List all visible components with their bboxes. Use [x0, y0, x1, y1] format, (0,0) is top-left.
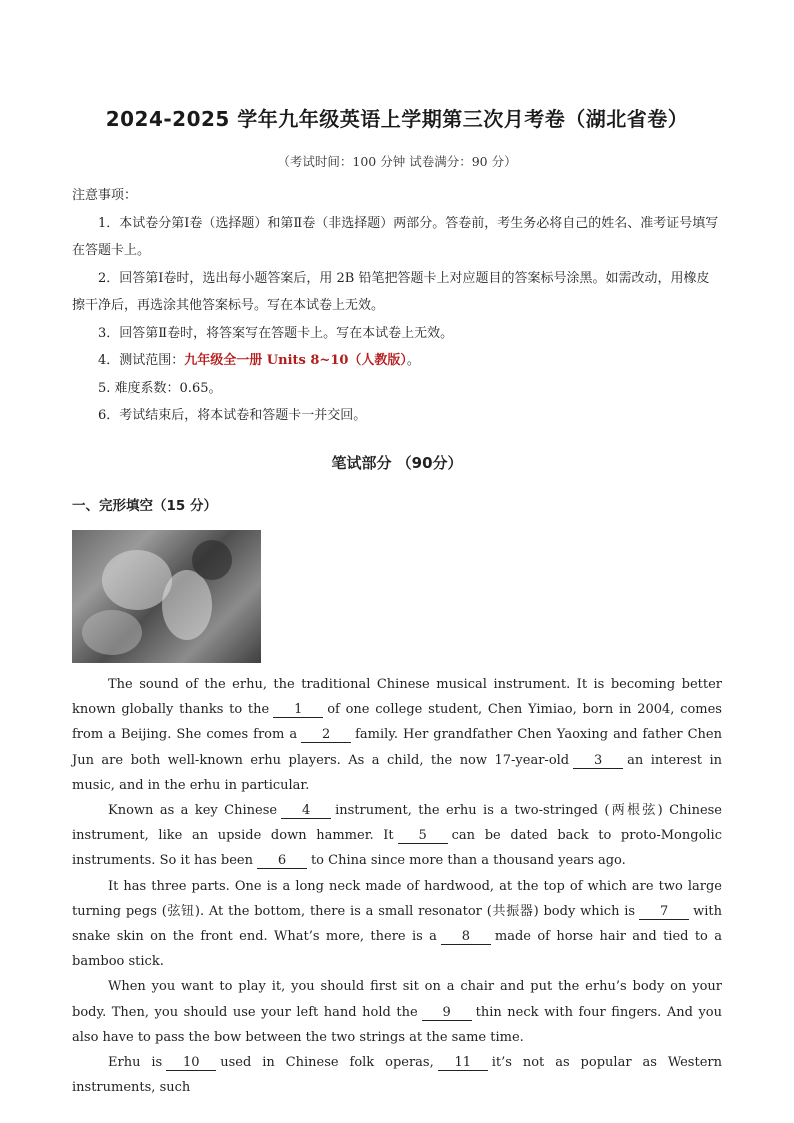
note-item-6: 6．考试结束后，将本试卷和答题卡一并交回。	[98, 408, 367, 423]
passage-paragraph: Known as a key Chinese 4 instrument, the erhu is a two-stringed (两根弦) Chinese instrument, like an upside down hammer. It 5 can be dated back to proto-Mongolic instruments. So it has been 6 to China since more than a thousand years ago.	[72, 803, 723, 869]
blank-4: 4	[281, 803, 331, 819]
notes-block	[72, 182, 722, 430]
erhu-photo	[72, 530, 261, 663]
exam-title: 2024-2025 学年九年级英语上学期第三次月考卷（湖北省卷）	[105, 107, 689, 131]
blank-10: 10	[166, 1055, 216, 1071]
note-item-5: 5. 难度系数：0.65。	[98, 380, 222, 396]
blank-2: 2	[301, 727, 351, 743]
passage-paragraph: It has three parts. One is a long neck made of hardwood, at the top of which are two large turning pegs (弦钮). At the bottom, there is a small resonator (共振器) body which is 7 with snake skin on the front end. What’s more, there is a 8 made of horse hair and tied to a bamboo stick.	[72, 878, 722, 970]
test-scope: 九年级全一册 Units 8~10（人教版）	[184, 353, 407, 368]
blank-7: 7	[639, 904, 689, 920]
note-item-4	[72, 347, 722, 375]
passage-paragraph: The sound of the erhu, the traditional Chinese musical instrument. It is becoming better known globally thanks to the 1 of one college student, Chen Yimiao, born in 2004, comes from a Beijing. She comes from a 2 family. Her grandfather Chen Yaoxing and father Chen Jun are both well-known erhu players. As a child, the now 17-year-old 3 an interest in music, and in the erhu in particular.	[72, 677, 722, 793]
note-item-2: 2．回答第Ⅰ卷时，选出每小题答案后，用 2B 铅笔把答题卡上对应题目的答案标号涂黑。如需改动，用橡皮擦干净后，再选涂其他答案标号。写在本试卷上无效。	[72, 270, 710, 313]
note-item-4-suffix: 。	[406, 353, 420, 368]
cloze-passage	[72, 672, 722, 1100]
exam-subtitle: （考试时间：100 分钟 试卷满分：90 分）	[277, 154, 517, 169]
blank-1: 1	[273, 702, 323, 718]
blank-3: 3	[573, 753, 623, 769]
section-title: 笔试部分 （90分）	[331, 454, 463, 472]
passage-paragraph: Erhu is 10 used in Chinese folk operas, 11 it’s not as popular as Western instruments, such	[72, 1055, 722, 1096]
blank-8: 8	[441, 929, 491, 945]
blank-9: 9	[422, 1005, 472, 1021]
note-item-3: 3．回答第Ⅱ卷时，将答案写在答题卡上。写在本试卷上无效。	[98, 325, 454, 341]
passage-paragraph: When you want to play it, you should first sit on a chair and put the erhu’s body on your body. Then, you should use your left hand hold the 9 thin neck with four fingers. And you also have to pass the bow between the two strings at the same time.	[72, 979, 722, 1045]
part-heading: 一、完形填空（15 分）	[72, 498, 217, 514]
blank-11: 11	[438, 1055, 488, 1071]
note-item-1: 1．本试卷分第Ⅰ卷（选择题）和第Ⅱ卷（非选择题）两部分。答卷前，考生务必将自己的姓名、准考证号填写在答题卡上。	[72, 215, 719, 258]
blank-5: 5	[398, 828, 448, 844]
note-item-4-prefix: 4．测试范围：	[98, 353, 185, 368]
blank-6: 6	[257, 853, 307, 869]
notes-heading: 注意事项：	[72, 188, 138, 203]
